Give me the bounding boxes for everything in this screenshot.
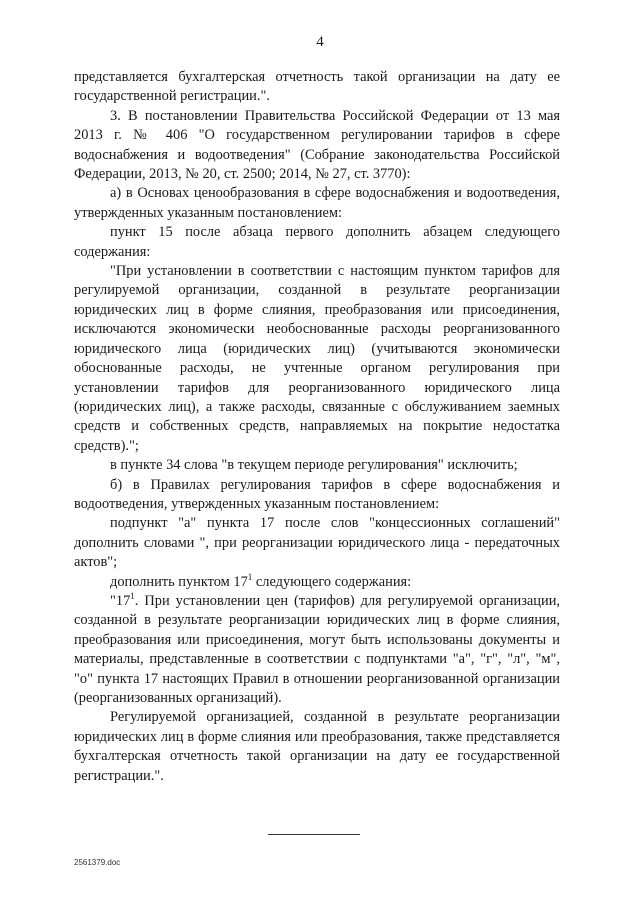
document-body xyxy=(74,68,560,786)
paragraph-point-34: в пункте 34 слова "в текущем периоде регулирования" исключить; xyxy=(110,457,518,474)
page-number: 4 xyxy=(316,34,324,50)
paragraph-subitem-a: а) в Основах ценообразования в сфере водоснабжения и водоотведения, утвержденных указанным постановлением: xyxy=(74,185,560,221)
paragraph-point-17a: подпункт "а" пункта 17 после слов "концессионных соглашений" дополнить словами ", при реорганизации юридического лица - передаточных актов"; xyxy=(74,515,560,571)
add-text-before: дополнить пунктом 17 xyxy=(110,573,248,590)
footer-doc-code: 2561379.doc xyxy=(74,858,121,867)
paragraph-continuation: представляется бухгалтерская отчетность такой организации на дату ее государственной регистрации.". xyxy=(74,69,560,105)
superscript: 1 xyxy=(247,571,253,582)
add-text-after: следующего содержания: xyxy=(252,573,412,590)
paragraph-item-3: 3. В постановлении Правительства Российской Федерации от 13 мая 2013 г. № 406 "О государственном регулировании тарифов в сфере водоснабжения и водоотведения" (Собрание законодательства Российской Федерации, 2013, № 20, ст. 2500; 2014, № 27, ст. 3770): xyxy=(74,107,560,183)
paragraph-point-15: пункт 15 после абзаца первого дополнить абзацем следующего содержания: xyxy=(74,224,560,260)
p17-rest: . При установлении цен (тарифов) для регулируемой организации, созданной в результате реорганизации юридических лиц в форме слияния, преобразования или присоединения, могут быть использованы документы и материалы, представленные в соответствии с подпунктами "а", "г", "л", "м", "о" пункта 17 настоящих Правил в отношении реорганизованной организации (реорганизованных организаций). xyxy=(74,592,560,706)
paragraph-add-17-1 xyxy=(74,573,560,592)
paragraph-quote-tariffs: "При установлении в соответствии с настоящим пунктом тарифов для регулируемой организации, созданной в результате реорганизации юридических лиц в форме слияния, преобразования или присоединения, исключаются экономически необоснованные расходы реорганизованного юридического лица (юридических лиц) (учитываются экономически обоснованные расходы, не учтенные органом регулирования при установлении тарифов для реорганизованного юридического лица (юридических лиц), а также расходы, связанные с обслуживанием заемных средств и собственных средств, направляемых на покрытие недостатка средств)."; xyxy=(74,263,560,454)
paragraph-subitem-b: б) в Правилах регулирования тарифов в сфере водоснабжения и водоотведения, утвержденных указанным постановлением: xyxy=(74,476,560,512)
paragraph-17-1 xyxy=(74,592,560,708)
paragraph-last: Регулируемой организацией, созданной в результате реорганизации юридических лиц в форме слияния или преобразования, также представляется бухгалтерская отчетность такой организации на дату ее государственной регистрации.". xyxy=(74,709,560,784)
end-divider xyxy=(268,834,360,835)
superscript: 1 xyxy=(130,591,135,602)
p17-open: "17 xyxy=(110,592,131,609)
